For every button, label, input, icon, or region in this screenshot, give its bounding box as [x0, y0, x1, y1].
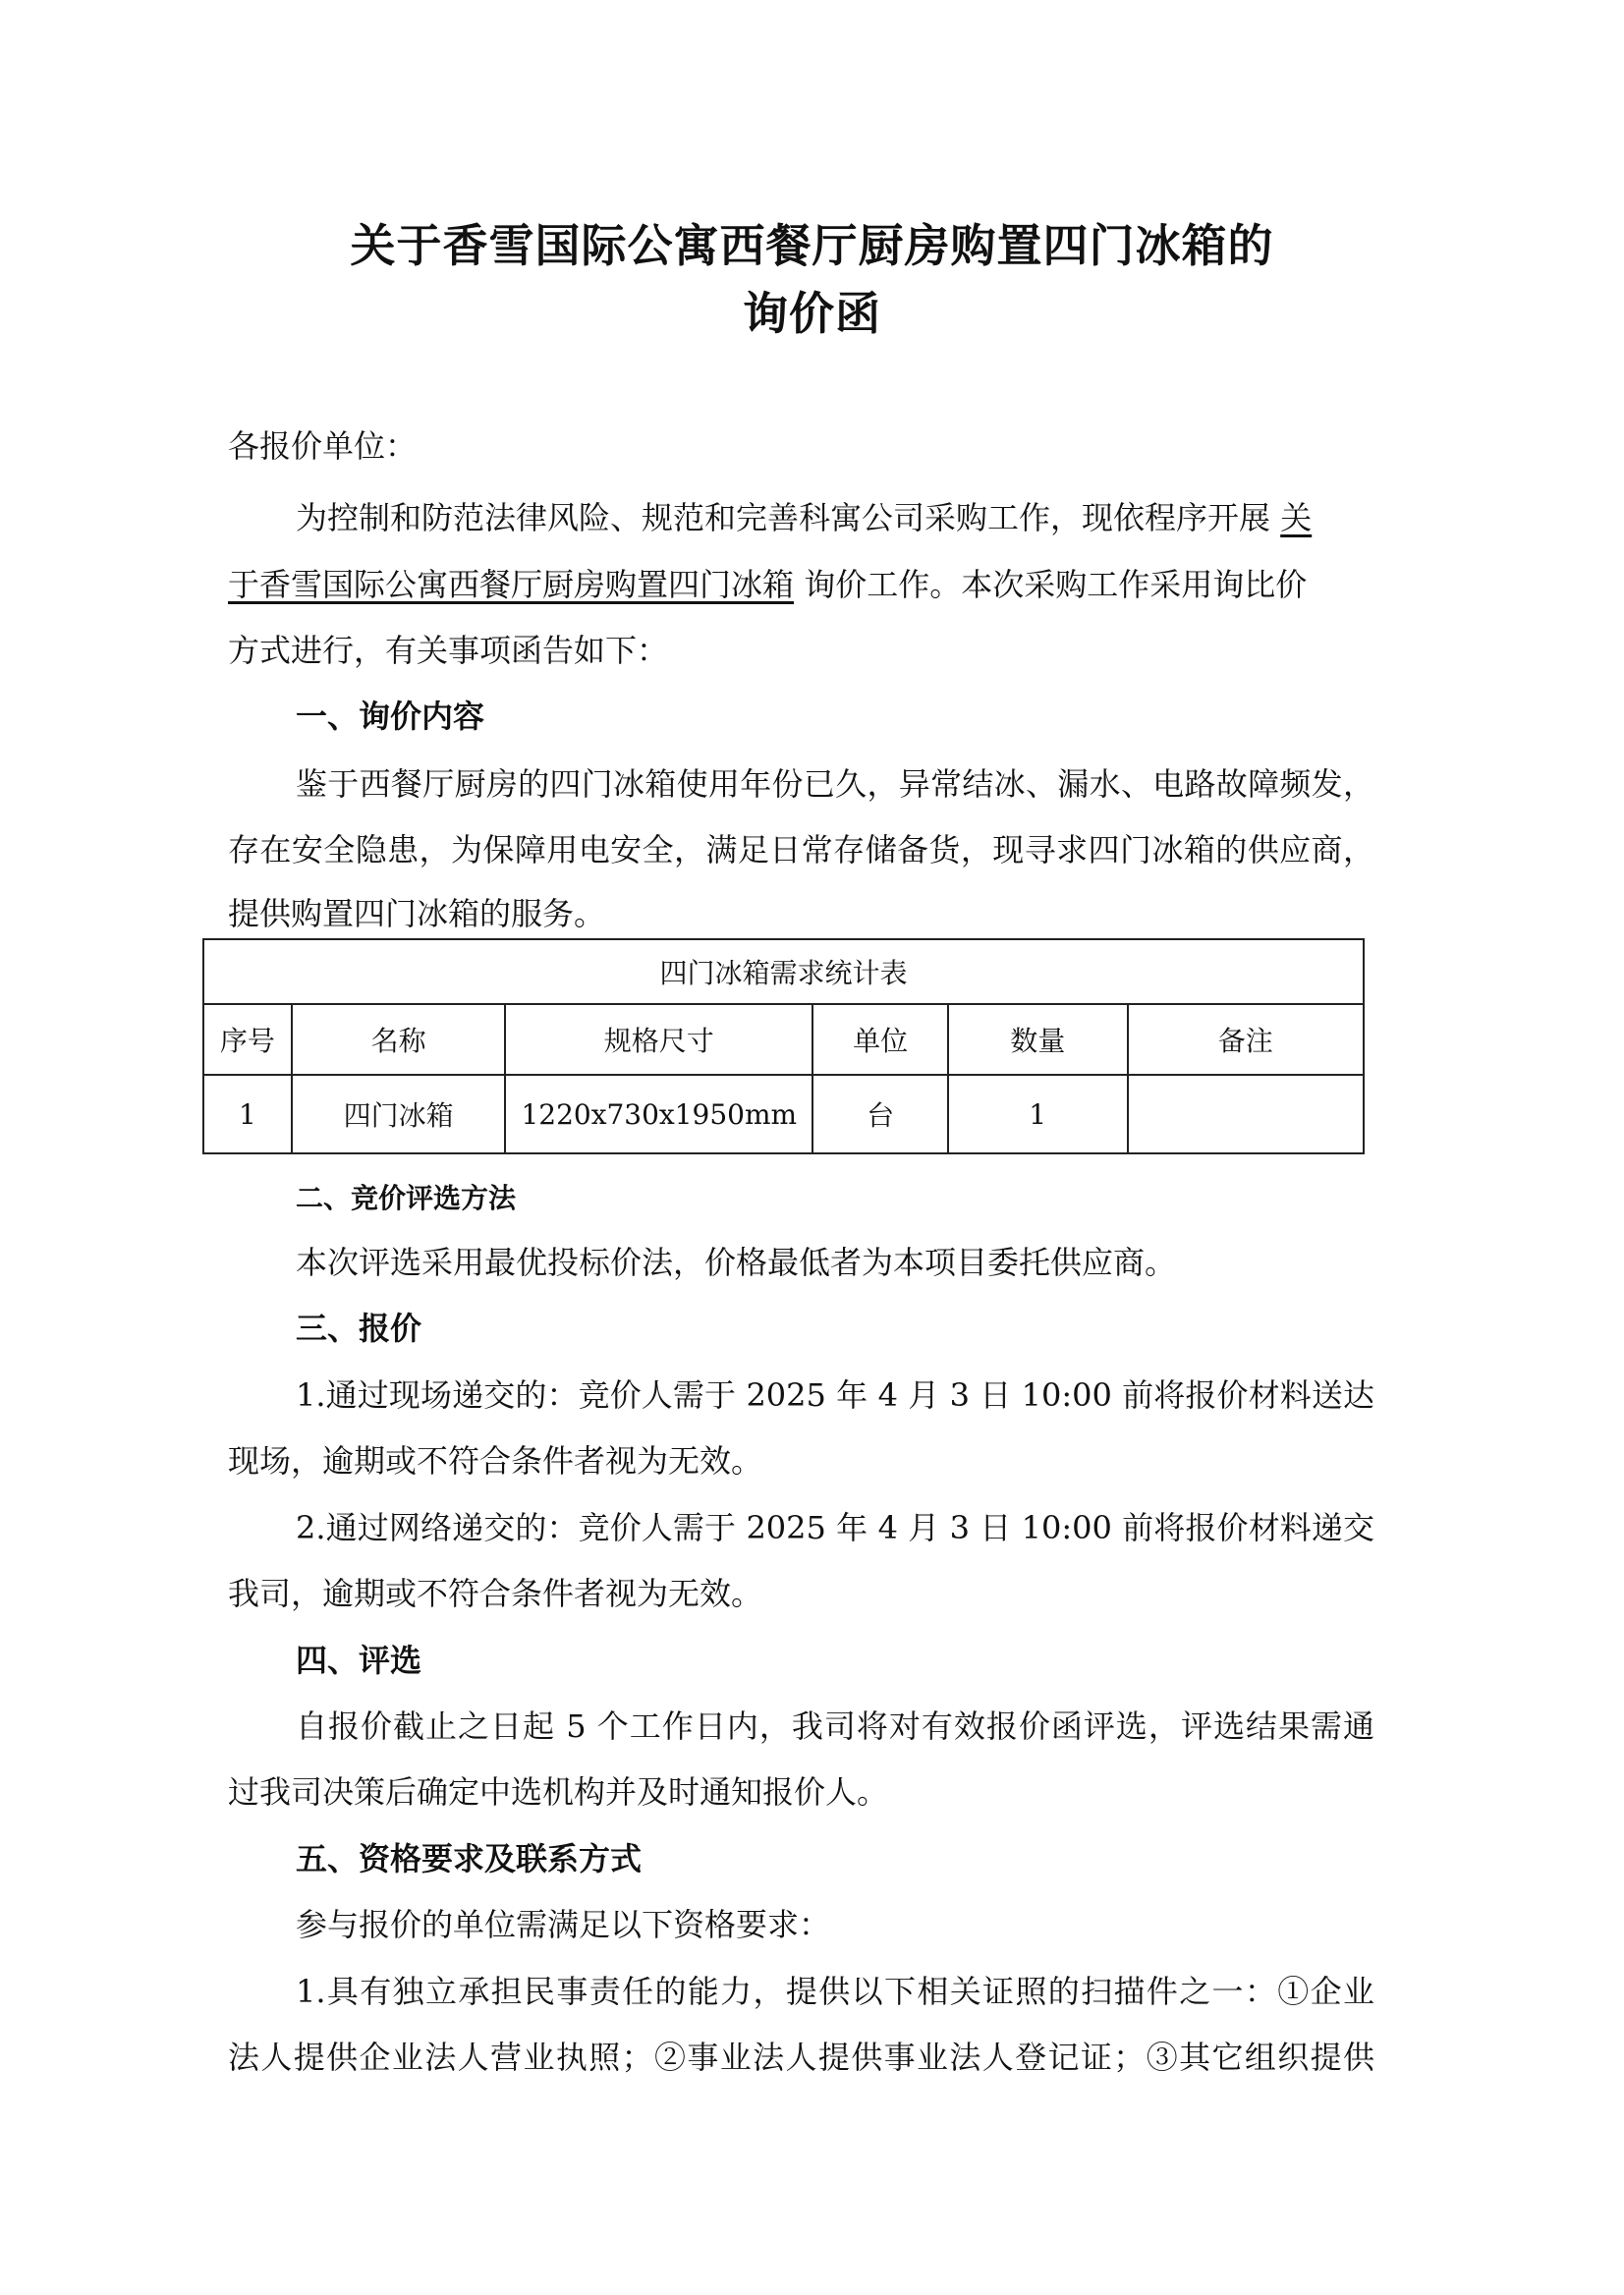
- section5-heading: 五、资格要求及联系方式: [296, 1840, 643, 1877]
- table-header-cell: 序号: [203, 1004, 292, 1075]
- table-header-cell: 备注: [1128, 1004, 1365, 1075]
- section1-line1: 鉴于西餐厅厨房的四门冰箱使用年份已久，异常结冰、漏水、电路故障频发，: [296, 765, 1374, 803]
- section4-line2: 过我司决策后确定中选机构并及时通知报价人。: [228, 1773, 889, 1811]
- intro-line2: [228, 563, 1307, 606]
- intro-line1: [296, 496, 1312, 539]
- section5-item1-line2: 法人提供企业法人营业执照；②事业法人提供事业法人登记证；③其它组织提供: [228, 2039, 1374, 2076]
- table-cell: 1220x730x1950mm: [505, 1075, 812, 1153]
- requirements-table: [202, 938, 1365, 1154]
- section2-heading: 二、竞价评选方法: [296, 1182, 517, 1214]
- section5-line1: 参与报价的单位需满足以下资格要求：: [296, 1906, 831, 1943]
- section3-item2-line2: 我司，逾期或不符合条件者视为无效。: [228, 1575, 763, 1612]
- table-cell: 1: [948, 1075, 1128, 1153]
- section1-line2: 存在安全隐患，为保障用电安全，满足日常存储备货，现寻求四门冰箱的供应商，: [228, 831, 1374, 868]
- section3-item2-line1: 2.通过网络递交的：竞价人需于 2025 年 4 月 3 日 10:00 前将报价材料递交: [296, 1509, 1374, 1546]
- document-title-line1: 关于香雪国际公寓西餐厅厨房购置四门冰箱的: [350, 219, 1274, 272]
- table-cell: 四门冰箱: [292, 1075, 505, 1153]
- section2-line1: 本次评选采用最优投标价法，价格最低者为本项目委托供应商。: [296, 1244, 1177, 1281]
- section4-line1: 自报价截止之日起 5 个工作日内，我司将对有效报价函评选，评选结果需通: [296, 1707, 1374, 1745]
- salutation: 各报价单位：: [228, 427, 418, 465]
- table-caption: 四门冰箱需求统计表: [203, 939, 1364, 1004]
- table-row: [203, 1075, 1364, 1153]
- document-title-line2: 询价函: [743, 287, 881, 340]
- table-header-cell: 单位: [812, 1004, 948, 1075]
- section3-heading: 三、报价: [296, 1310, 422, 1347]
- intro-line3: 方式进行，有关事项函告如下：: [228, 632, 669, 669]
- project-name-underlined-part1: 关: [1280, 499, 1313, 536]
- table-header-cell: 数量: [948, 1004, 1128, 1075]
- project-name-underlined-part2: 于香雪国际公寓西餐厅厨房购置四门冰箱: [228, 566, 795, 603]
- table-cell: [1128, 1075, 1365, 1153]
- table-header-cell: 名称: [292, 1004, 505, 1075]
- table-header-cell: 规格尺寸: [505, 1004, 812, 1075]
- table-cell: 1: [203, 1075, 292, 1153]
- table-cell: 台: [812, 1075, 948, 1153]
- intro-line2-text: 询价工作。本次采购工作采用询比价: [804, 566, 1308, 603]
- section5-item1-line1: 1.具有独立承担民事责任的能力，提供以下相关证照的扫描件之一：①企业: [296, 1973, 1374, 2010]
- table-header-row: [203, 1004, 1364, 1075]
- section4-heading: 四、评选: [296, 1642, 422, 1679]
- section1-line3: 提供购置四门冰箱的服务。: [228, 895, 606, 932]
- section3-item1-line1: 1.通过现场递交的：竞价人需于 2025 年 4 月 3 日 10:00 前将报价材料送达: [296, 1376, 1374, 1414]
- intro-line1-text: 为控制和防范法律风险、规范和完善科寓公司采购工作，现依程序开展: [296, 499, 1271, 536]
- section1-heading: 一、询价内容: [296, 698, 485, 735]
- section3-item1-line2: 现场，逾期或不符合条件者视为无效。: [228, 1442, 763, 1480]
